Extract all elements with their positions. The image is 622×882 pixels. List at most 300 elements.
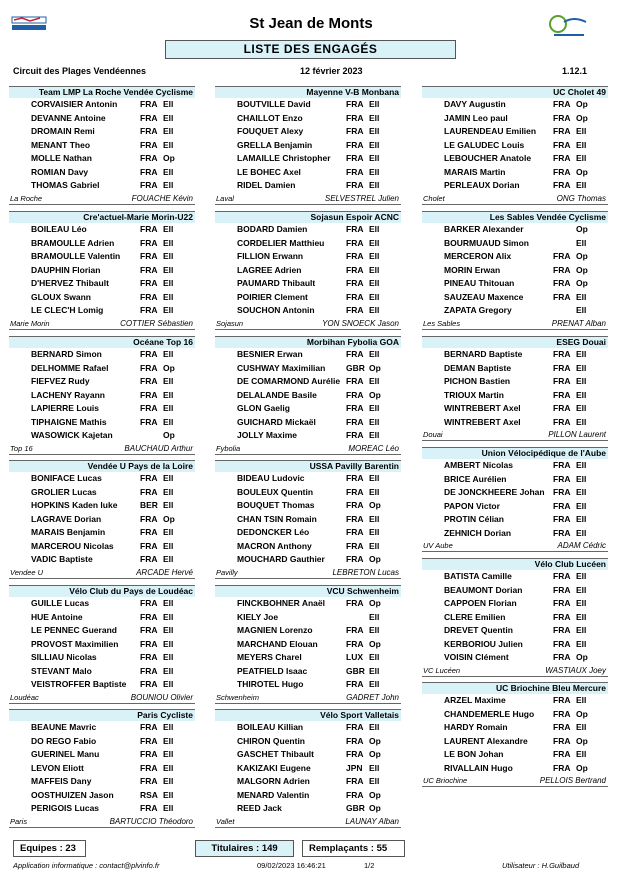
rider-category: Op — [369, 803, 381, 813]
rider-row — [9, 250, 195, 264]
team-block — [215, 460, 401, 579]
rider-name: LE GALUDEC Louis — [444, 139, 525, 150]
rider-nationality: FRA — [346, 376, 364, 386]
rider-name: DEMAN Baptiste — [444, 362, 512, 373]
rider-name: KAKIZAKI Eugene — [237, 762, 311, 773]
rider-name: CHANDEMERLE Hugo — [444, 708, 535, 719]
rider-row — [9, 735, 195, 749]
rider-nationality: FRA — [346, 237, 364, 248]
rider-row — [215, 237, 401, 251]
rider-nationality: FRA — [553, 403, 571, 413]
team-name: Paris Cycliste — [9, 709, 195, 721]
rider-name: BEAUNE Mavric — [31, 722, 97, 732]
rider-category: Ell — [163, 403, 174, 413]
rider-row — [215, 789, 401, 803]
team-city: Vallet — [216, 816, 235, 826]
rider-row — [215, 651, 401, 665]
rider-category: Ell — [369, 430, 380, 440]
rider-row — [215, 499, 401, 513]
rider-row — [422, 139, 608, 153]
rider-list — [422, 223, 608, 318]
rider-name: GLON Gaelig — [237, 403, 290, 413]
rider-name: PEATFIELD Isaac — [237, 665, 308, 676]
team-city: Douai — [423, 430, 443, 439]
rider-name: BOILEAU Killian — [237, 722, 304, 732]
rider-list — [215, 98, 401, 193]
rider-category: Ell — [163, 264, 174, 275]
rider-row — [215, 112, 401, 126]
rider-row — [422, 527, 608, 541]
rider-row — [215, 98, 401, 112]
rider-row — [9, 389, 195, 403]
rider-name: CORDELIER Matthieu — [237, 237, 325, 248]
event-title: St Jean de Monts — [249, 15, 373, 32]
rider-row — [422, 708, 608, 722]
rider-category: Ell — [576, 527, 587, 538]
rider-row — [9, 802, 195, 816]
team-block — [422, 682, 608, 787]
team-footer — [215, 443, 401, 455]
rider-row — [422, 250, 608, 264]
team-city: UC Briochine — [423, 776, 468, 785]
rider-category: Op — [369, 638, 381, 649]
rider-category: Op — [163, 362, 175, 373]
rider-row — [422, 651, 608, 665]
rider-name: MENANT Theo — [31, 139, 91, 150]
rider-category: Ell — [163, 665, 174, 676]
rider-row — [9, 472, 195, 486]
rider-name: CLERE Emilien — [444, 611, 506, 622]
team-footer — [9, 443, 195, 455]
rider-name: LE BON Johan — [444, 749, 504, 759]
rider-name: ZAPATA Gregory — [444, 305, 512, 315]
rider-name: MARCHAND Elouan — [237, 638, 318, 649]
rider-name: VOISIN Clément — [444, 652, 509, 662]
rider-row — [215, 526, 401, 540]
rider-category: Ell — [576, 625, 587, 635]
team-footer — [215, 692, 401, 704]
rider-nationality: FRA — [140, 513, 158, 524]
rider-list — [422, 570, 608, 665]
app-credit: Application informatique : contact@plvinfo.fr — [13, 861, 160, 870]
rider-category: Ell — [163, 251, 174, 261]
team-city: Fybolia — [216, 443, 241, 453]
rider-name: MOUCHARD Gauthier — [237, 554, 325, 564]
rider-nationality: FRA — [140, 762, 158, 773]
rider-category: Ell — [163, 112, 174, 123]
rider-name: SAUZEAU Maxence — [444, 291, 524, 302]
team-manager: ARCADE Hervé — [136, 567, 193, 577]
team-city: Top 16 — [10, 443, 33, 453]
rider-nationality: FRA — [140, 166, 158, 177]
rider-row — [215, 665, 401, 679]
rider-category: Op — [369, 749, 381, 759]
rider-nationality: FRA — [346, 416, 364, 427]
rider-category: Op — [369, 554, 381, 564]
rider-category: Ell — [163, 416, 174, 427]
rider-name: BOULEUX Quentin — [237, 486, 314, 497]
rider-category: Ell — [369, 416, 380, 427]
rider-nationality: FRA — [553, 126, 571, 136]
team-footer — [422, 318, 608, 330]
team-block — [422, 447, 608, 552]
rider-row — [215, 762, 401, 776]
rider-list — [215, 721, 401, 816]
rider-row — [422, 223, 608, 237]
team-block — [9, 709, 195, 828]
rider-name: THOMAS Gabriel — [31, 180, 100, 190]
rider-nationality: FRA — [553, 99, 571, 109]
rider-category: Ell — [163, 473, 174, 483]
rider-row — [215, 250, 401, 264]
rider-name: BODARD Damien — [237, 224, 308, 234]
team-block — [9, 585, 195, 704]
team-city: Sojasun — [216, 318, 244, 328]
rider-nationality: FRA — [140, 803, 158, 813]
rider-row — [422, 152, 608, 166]
team-block — [422, 336, 608, 441]
rider-name: WINTREBERT Axel — [444, 416, 521, 427]
rider-category: Op — [576, 762, 588, 773]
rider-name: BARKER Alexander — [444, 224, 524, 234]
rider-name: FIEFVEZ Rudy — [31, 376, 90, 386]
rider-category: Ell — [576, 584, 587, 595]
rider-list — [9, 348, 195, 443]
rider-row — [215, 540, 401, 554]
team-block — [422, 86, 608, 205]
rider-name: POIRIER Clement — [237, 291, 308, 302]
rider-nationality: FRA — [346, 139, 364, 150]
rider-category: Ell — [163, 540, 174, 551]
rider-nationality: FRA — [346, 638, 364, 649]
rider-nationality: FRA — [553, 749, 571, 759]
rider-nationality: FRA — [346, 99, 364, 109]
rider-name: OOSTHUIZEN Jason — [31, 789, 114, 800]
team-block — [215, 709, 401, 828]
rider-category: Ell — [369, 180, 380, 190]
rider-category: Ell — [369, 776, 380, 786]
rider-list — [422, 459, 608, 540]
rider-row — [9, 624, 195, 638]
rider-nationality: FRA — [346, 291, 364, 302]
team-name: Vélo Club Lucéen — [422, 558, 608, 570]
rider-name: HARDY Romain — [444, 722, 508, 732]
rider-category: Ell — [163, 638, 174, 649]
rider-category: Ell — [576, 460, 587, 470]
rider-name: WINTREBERT Axel — [444, 403, 521, 413]
rider-category: Ell — [369, 513, 380, 524]
rider-nationality: FRA — [553, 762, 571, 773]
rider-category: Ell — [163, 99, 174, 109]
rider-category: Ell — [369, 112, 380, 123]
rider-name: CHAN TSIN Romain — [237, 513, 317, 524]
rider-row — [9, 553, 195, 567]
rider-category: Ell — [369, 153, 380, 163]
rider-row — [422, 264, 608, 278]
team-manager: PELLOIS Bertrand — [539, 776, 606, 785]
rider-category: Ell — [369, 540, 380, 551]
rider-name: DAUPHIN Florian — [31, 264, 101, 275]
rider-category: Op — [576, 251, 588, 261]
rider-row — [422, 389, 608, 403]
rider-nationality: FRA — [346, 278, 364, 288]
rider-name: BESNIER Erwan — [237, 349, 303, 359]
rider-category: Ell — [369, 625, 380, 635]
rider-nationality: FRA — [553, 611, 571, 622]
rider-name: MERCERON Alix — [444, 251, 512, 261]
rider-category: Ell — [163, 652, 174, 662]
rider-category: Ell — [576, 139, 587, 150]
team-name: Team LMP La Roche Vendée Cyclisme — [9, 86, 195, 98]
rider-nationality: FRA — [140, 112, 158, 123]
rider-name: CUSHWAY Maximilian — [237, 362, 326, 373]
rider-nationality: FRA — [140, 598, 158, 608]
rider-name: VADIC Baptiste — [31, 554, 93, 564]
team-city: Paris — [10, 816, 28, 826]
rider-name: ARZEL Maxime — [444, 695, 506, 705]
team-manager: LAUNAY Alban — [345, 816, 399, 826]
rider-list — [422, 348, 608, 429]
race-name: Circuit des Plages Vendéennes — [13, 66, 147, 76]
rider-row — [215, 678, 401, 692]
rider-category: Ell — [576, 500, 587, 511]
rider-name: BOURMUAUD Simon — [444, 237, 529, 248]
rider-category: Ell — [576, 514, 587, 524]
rider-name: DREVET Quentin — [444, 625, 513, 635]
rider-category: Op — [369, 735, 381, 746]
rider-name: LEBOUCHER Anatole — [444, 153, 532, 163]
rider-row — [9, 348, 195, 362]
rider-nationality: FRA — [346, 598, 364, 608]
rider-list — [422, 694, 608, 775]
rider-row — [9, 651, 195, 665]
rider-category: Ell — [369, 166, 380, 177]
rider-row — [215, 638, 401, 652]
rider-nationality: FRA — [553, 584, 571, 595]
rider-category: Ell — [369, 486, 380, 497]
rider-name: CHAILLOT Enzo — [237, 112, 303, 123]
rider-category: Op — [576, 112, 588, 123]
rider-name: MAGNIEN Lorenzo — [237, 625, 313, 635]
rider-name: PERIGOIS Lucas — [31, 803, 100, 813]
rider-row — [422, 694, 608, 708]
rider-name: PICHON Bastien — [444, 376, 511, 386]
rider-name: PERLEAUX Dorian — [444, 180, 520, 190]
rider-name: MENARD Valentin — [237, 789, 310, 800]
rider-nationality: FRA — [140, 722, 158, 732]
team-manager: COTTIER Sébastien — [120, 318, 193, 328]
rider-row — [422, 473, 608, 487]
rider-category: Ell — [163, 166, 174, 177]
team-city: Vendee U — [10, 567, 44, 577]
rider-category: Ell — [576, 487, 587, 497]
rider-name: BEAUMONT Dorian — [444, 584, 523, 595]
rider-name: AMBERT Nicolas — [444, 460, 513, 470]
rider-nationality: FRA — [140, 554, 158, 564]
team-footer — [215, 567, 401, 579]
rider-row — [215, 513, 401, 527]
rider-row — [215, 152, 401, 166]
rider-nationality: FRA — [346, 349, 364, 359]
rider-nationality: FRA — [553, 153, 571, 163]
rider-row — [215, 291, 401, 305]
rider-name: FILLION Erwann — [237, 251, 304, 261]
rider-name: LAMAILLE Christopher — [237, 153, 331, 163]
rider-nationality: FRA — [140, 153, 158, 163]
rider-name: MARAIS Benjamin — [31, 527, 106, 537]
rider-name: PROVOST Maximilien — [31, 638, 119, 649]
rider-nationality: FRA — [553, 180, 571, 190]
rider-name: LE CLEC'H Lomig — [31, 305, 104, 315]
rider-nationality: FRA — [140, 264, 158, 275]
rider-category: Ell — [163, 139, 174, 150]
rider-category: Ell — [163, 389, 174, 400]
rider-category: Ell — [163, 679, 174, 689]
rider-name: REED Jack — [237, 803, 282, 813]
rider-nationality: FRA — [346, 735, 364, 746]
rider-category: Op — [163, 513, 175, 524]
rider-row — [9, 748, 195, 762]
rider-row — [215, 362, 401, 376]
team-city: UV Aube — [423, 541, 453, 550]
rider-nationality: FRA — [553, 291, 571, 302]
rider-nationality: FRA — [346, 430, 364, 440]
rider-nationality: FRA — [553, 735, 571, 746]
team-name: Océane Top 16 — [9, 336, 195, 348]
teams-count-box: Equipes : 23 — [13, 840, 86, 857]
rider-row — [9, 638, 195, 652]
team-block — [422, 211, 608, 330]
rider-category: Op — [369, 389, 381, 400]
rider-name: FOUQUET Alexy — [237, 126, 304, 136]
rider-list — [9, 597, 195, 692]
rider-row — [422, 348, 608, 362]
rider-category: Op — [576, 708, 588, 719]
team-city: Laval — [216, 193, 234, 203]
rider-row — [215, 416, 401, 430]
team-block — [215, 211, 401, 330]
rider-nationality: FRA — [346, 722, 364, 732]
team-name: UC Briochine Bleu Mercure — [422, 682, 608, 694]
team-block — [9, 336, 195, 455]
rider-row — [422, 362, 608, 376]
rider-row — [422, 500, 608, 514]
rider-row — [9, 125, 195, 139]
team-name: Vélo Sport Valletais — [215, 709, 401, 721]
rider-name: MORIN Erwan — [444, 264, 501, 275]
rider-nationality: FRA — [140, 735, 158, 746]
rider-name: TRIOUX Martin — [444, 389, 504, 400]
rider-row — [215, 402, 401, 416]
rider-row — [422, 375, 608, 389]
rider-nationality: LUX — [346, 652, 363, 662]
team-name: ESEG Douai — [422, 336, 608, 348]
rider-name: PAUMARD Thibault — [237, 278, 316, 288]
team-block — [215, 86, 401, 205]
rider-name: KERBORIOU Julien — [444, 638, 523, 649]
rider-row — [9, 775, 195, 789]
rider-category: Ell — [369, 224, 380, 234]
category-code: 1.12.1 — [562, 66, 588, 76]
rider-name: GUICHARD Mickaël — [237, 416, 316, 427]
rider-nationality: FRA — [140, 362, 158, 373]
rider-category: Ell — [576, 598, 587, 608]
rider-name: CAPPOEN Florian — [444, 598, 517, 608]
rider-row — [215, 775, 401, 789]
rider-nationality: FRA — [140, 237, 158, 248]
rider-row — [215, 624, 401, 638]
team-name: VCU Schwenheim — [215, 585, 401, 597]
rider-nationality: FRA — [140, 99, 158, 109]
rider-category: Ell — [369, 305, 380, 315]
rider-category: Ell — [369, 264, 380, 275]
team-manager: BARTUCCIO Théodoro — [109, 816, 193, 826]
rider-category: Ell — [576, 473, 587, 484]
rider-name: DO REGO Fabio — [31, 735, 97, 746]
rider-category: Ell — [163, 349, 174, 359]
rider-nationality: FRA — [346, 540, 364, 551]
team-footer — [215, 318, 401, 330]
rider-nationality: FRA — [553, 389, 571, 400]
rider-category: Ell — [163, 291, 174, 302]
rider-name: GASCHET Thibault — [237, 749, 314, 759]
rider-name: JOLLY Maxime — [237, 430, 298, 440]
rider-nationality: FRA — [140, 376, 158, 386]
rider-nationality: FRA — [553, 166, 571, 177]
rider-name: RIDEL Damien — [237, 180, 296, 190]
rider-row — [215, 375, 401, 389]
rider-nationality: FRA — [553, 264, 571, 275]
rider-row — [422, 748, 608, 762]
rider-nationality: FRA — [553, 638, 571, 649]
rider-nationality: FRA — [553, 598, 571, 608]
rider-name: LAURENDEAU Emilien — [444, 126, 537, 136]
rider-row — [9, 166, 195, 180]
rider-name: MALGORN Adrien — [237, 776, 310, 786]
rider-nationality: FRA — [140, 473, 158, 483]
rider-category: Ell — [576, 305, 587, 315]
rider-row — [9, 277, 195, 291]
team-footer — [422, 775, 608, 787]
team-footer — [215, 193, 401, 205]
team-manager: YON SNOECK Jason — [322, 318, 399, 328]
rider-category: Op — [576, 166, 588, 177]
team-manager: GADRET John — [346, 692, 399, 702]
team-name: Mayenne V-B Monbana — [215, 86, 401, 98]
rider-name: GUILLE Lucas — [31, 598, 90, 608]
rider-nationality: FRA — [140, 251, 158, 261]
rider-category: Ell — [369, 376, 380, 386]
rider-category: Ell — [163, 803, 174, 813]
rider-category: Op — [576, 99, 588, 109]
rider-nationality: FRA — [553, 652, 571, 662]
rider-row — [422, 735, 608, 749]
rider-category: Ell — [576, 237, 587, 248]
page-number: 1/2 — [364, 861, 375, 870]
team-footer — [422, 665, 608, 677]
rider-list — [215, 348, 401, 443]
rider-nationality: FRA — [553, 278, 571, 288]
rider-nationality: FRA — [553, 571, 571, 581]
rider-name: DEDONCKER Léo — [237, 527, 310, 537]
team-name: USSA Pavilly Barentin — [215, 460, 401, 472]
rider-row — [9, 223, 195, 237]
rider-category: Ell — [576, 362, 587, 373]
rider-category: Op — [163, 430, 175, 440]
rider-category: Ell — [576, 376, 587, 386]
rider-name: LAGRAVE Dorian — [31, 513, 102, 524]
team-manager: ONG Thomas — [556, 193, 606, 203]
